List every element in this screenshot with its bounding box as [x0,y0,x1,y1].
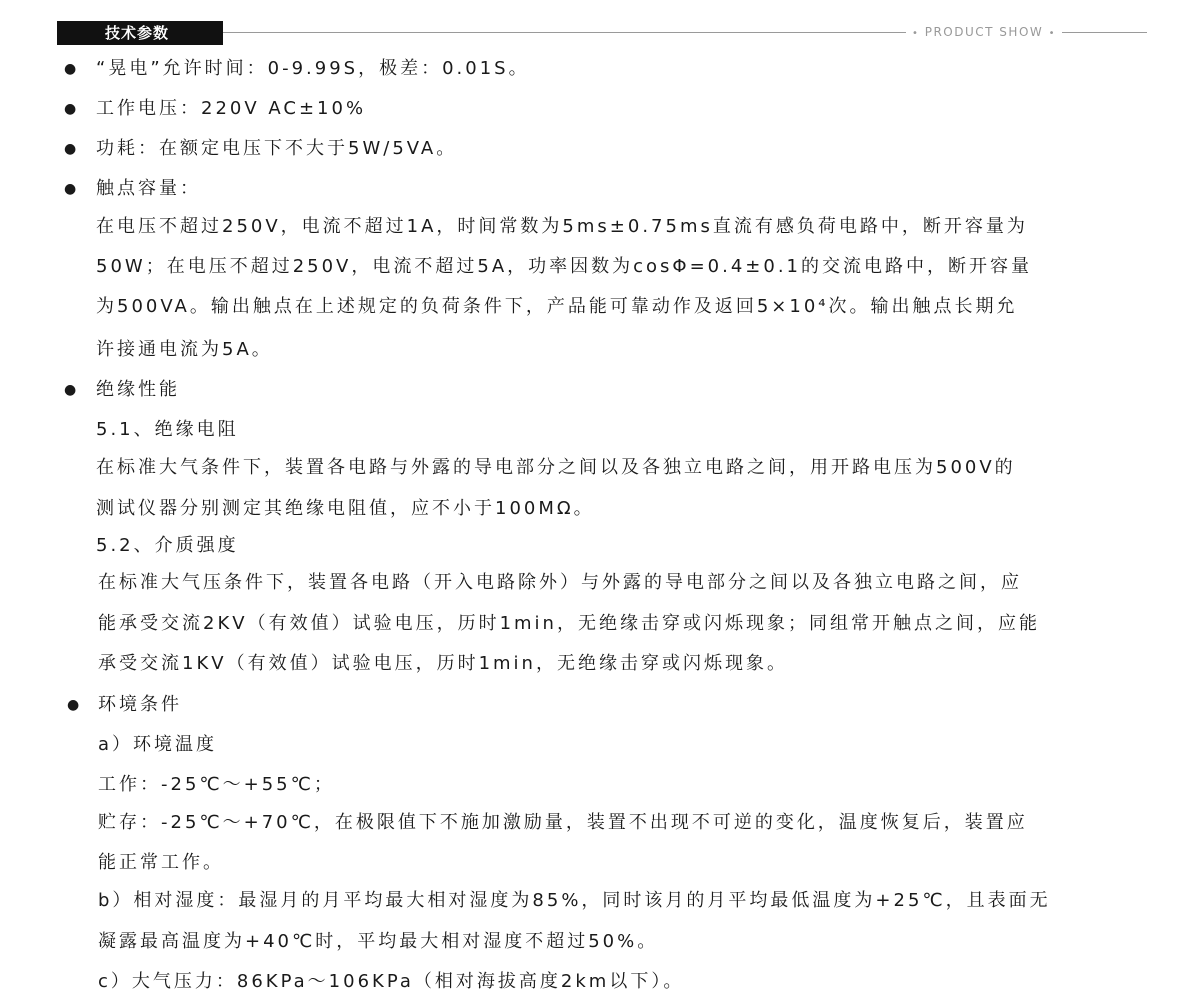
dot-icon: • [912,28,920,39]
paragraph-line: c）大气压力：86KPa～106KPa（相对海拔高度2km以下）。 [98,971,685,992]
paragraph-line: 贮存：-25℃～+70℃，在极限值下不施加激励量，装置不出现不可逆的变化，温度恢复后，装置应 [98,812,1028,833]
paragraph-line: 能正常工作。 [98,852,224,873]
spec-environment: 环境条件 [98,694,182,715]
paragraph-line: 凝露最高温度为+40℃时，平均最大相对湿度不超过50%。 [98,931,659,952]
spec-power: 功耗：在额定电压下不大于5W/5VA。 [96,138,458,159]
section-tag: 技术参数 [57,21,223,45]
spec-voltage: 工作电压：220V AC±10% [96,98,367,119]
paragraph-line: b）相对湿度：最湿月的月平均最大相对湿度为85%，同时该月的月平均最低温度为+25℃，且表面无 [98,890,1051,911]
paragraph-line: 在电压不超过250V，电流不超过1A，时间常数为5ms±0.75ms直流有感负荷电路中，断开容量为 [96,216,1028,237]
subsection-title: a）环境温度 [98,734,218,755]
bullet-icon: ● [64,61,77,77]
paragraph-line: 许接通电流为5A。 [96,339,273,360]
bullet-icon: ● [64,181,77,197]
paragraph-line: 测试仪器分别测定其绝缘电阻值，应不小于100MΩ。 [96,498,595,519]
paragraph-line: 承受交流1KV（有效值）试验电压，历时1min，无绝缘击穿或闪烁现象。 [98,653,788,674]
bullet-icon: ● [67,697,80,713]
paragraph-line: 能承受交流2KV（有效值）试验电压，历时1min，无绝缘击穿或闪烁现象；同组常开触点之间，应能 [98,613,1040,634]
bullet-icon: ● [64,141,77,157]
subsection-title: 5.1、绝缘电阻 [96,419,239,440]
subsection-title: 5.2、介质强度 [96,535,239,556]
spec-insulation: 绝缘性能 [96,379,180,400]
paragraph-line: 为500VA。输出触点在上述规定的负荷条件下，产品能可靠动作及返回5×10⁴次。输出触点长期允 [96,296,1018,317]
paragraph-line: 在标准大气压条件下，装置各电路（开入电路除外）与外露的导电部分之间以及各独立电路之间，应 [98,572,1022,593]
paragraph-line: 工作：-25℃～+55℃； [98,774,335,795]
product-show-text: PRODUCT SHOW [924,25,1044,39]
bullet-icon: ● [64,101,77,117]
dot-icon: • [1048,28,1056,39]
spec-contact-capacity: 触点容量： [96,178,201,199]
bullet-icon: ● [64,382,77,398]
paragraph-line: 50W；在电压不超过250V，电流不超过5A，功率因数为cosΦ=0.4±0.1的交流电路中，断开容量 [96,256,1033,277]
spec-allowed-time: “晃电”允许时间：0-9.99S，极差：0.01S。 [96,58,530,79]
paragraph-line: 在标准大气条件下，装置各电路与外露的导电部分之间以及各独立电路之间，用开路电压为500V的 [96,457,1016,478]
